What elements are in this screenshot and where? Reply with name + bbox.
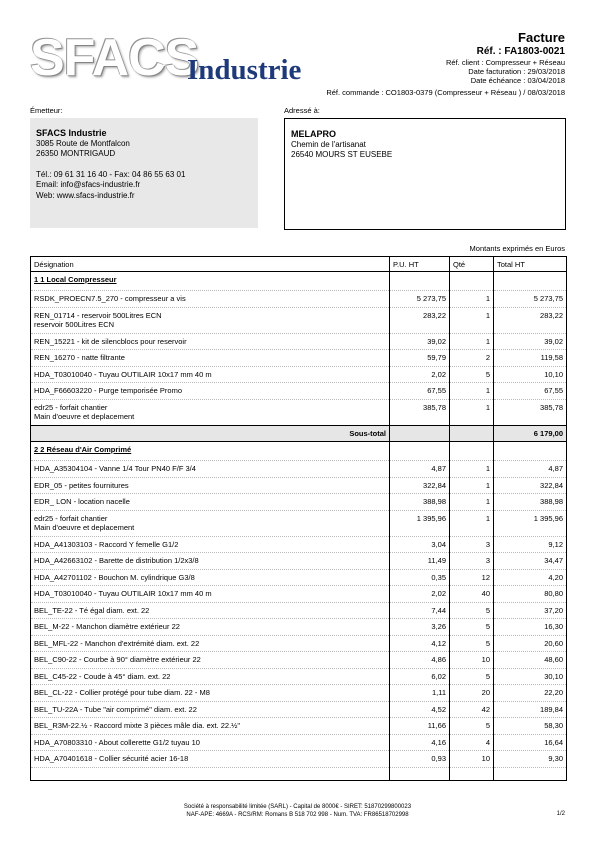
unit-price-cell: 11,49	[390, 553, 450, 570]
footer-line-2: NAF-APE: 4669A - RCS/RM: Romans B 518 702 998 - Num. TVA: FR86518702998	[186, 812, 409, 818]
quantity-cell: 42	[450, 701, 494, 718]
empty-cell	[31, 767, 390, 780]
line-total-cell: 5 273,75	[494, 291, 567, 308]
unit-price-cell: 3,26	[390, 619, 450, 636]
sender-name: SFACS Industrie	[36, 128, 107, 138]
line-total-cell: 189,84	[494, 701, 567, 718]
line-total-cell: 39,02	[494, 333, 567, 350]
unit-price-cell: 4,87	[390, 461, 450, 478]
line-total-cell: 10,10	[494, 366, 567, 383]
item-designation: BEL_M-22 - Manchon diamètre extérieur 22	[34, 622, 180, 631]
item-designation: edr25 - forfait chantier	[34, 513, 108, 523]
table-row	[31, 307, 567, 333]
item-description: Main d'oeuvre et deplacement	[34, 523, 135, 532]
quantity-cell: 2	[450, 350, 494, 367]
item-designation: HDA_A70401618 - Collier sécurité acier 16-18	[34, 754, 189, 763]
table-header-row	[31, 257, 567, 272]
designation-cell	[31, 718, 390, 735]
sender-website: Web: www.sfacs-industrie.fr	[36, 190, 135, 200]
empty-cell	[494, 272, 567, 291]
unit-price-cell: 4,16	[390, 734, 450, 751]
item-designation: RSDK_PROECN7.5_270 - compresseur a vis	[34, 294, 186, 303]
line-total-cell: 16,64	[494, 734, 567, 751]
recipient-name: MELAPRO	[291, 129, 336, 139]
designation-cell	[31, 383, 390, 400]
order-reference: Réf. commande : CO1803-0379 (Compresseur + Réseau ) / 08/03/2018	[326, 88, 565, 97]
quantity-cell: 20	[450, 685, 494, 702]
line-total-cell: 20,60	[494, 635, 567, 652]
column-header-quantity: Qté	[450, 257, 494, 272]
table-row	[31, 291, 567, 308]
quantity-cell: 1	[450, 383, 494, 400]
line-total-cell: 34,47	[494, 553, 567, 570]
designation-cell	[31, 602, 390, 619]
invoice-reference: Réf. : FA1803-0021	[476, 46, 565, 57]
section-title: 1 1 Local Compresseur	[31, 272, 390, 291]
unit-price-cell: 6,02	[390, 668, 450, 685]
line-total-cell: 16,30	[494, 619, 567, 636]
unit-price-cell: 283,22	[390, 307, 450, 333]
item-designation: BEL_C45-22 - Coude à 45° diam. ext. 22	[34, 671, 171, 681]
unit-price-cell: 11,66	[390, 718, 450, 735]
designation-cell	[31, 751, 390, 768]
table-row	[31, 652, 567, 669]
unit-price-cell: 5 273,75	[390, 291, 450, 308]
empty-cell	[390, 425, 450, 442]
unit-price-cell: 1,11	[390, 685, 450, 702]
subtotal-label: Sous-total	[31, 425, 390, 442]
designation-cell	[31, 619, 390, 636]
line-total-cell: 58,30	[494, 718, 567, 735]
quantity-cell: 1	[450, 510, 494, 536]
sender-phone: Tél.: 09 61 31 16 40 - Fax: 04 86 55 63 01	[36, 169, 186, 179]
table-row	[31, 734, 567, 751]
legal-footer	[0, 803, 595, 819]
sender-address-2: 26350 MONTRIGAUD	[36, 149, 116, 158]
section-header-row	[31, 272, 567, 291]
designation-cell	[31, 685, 390, 702]
sender-label: Émetteur:	[30, 106, 63, 115]
table-row	[31, 701, 567, 718]
subtotal-row	[31, 425, 567, 442]
designation-cell	[31, 350, 390, 367]
item-designation: BEL_R3M-22.½ - Raccord mixte 3 pièces mâle dia. ext. 22.½"	[34, 721, 241, 730]
empty-cell	[494, 767, 567, 780]
quantity-cell: 5	[450, 635, 494, 652]
item-designation: BEL_TU-22A - Tube "air comprimé" diam. ext. 22	[34, 704, 197, 714]
empty-cell	[450, 442, 494, 461]
item-designation: EDR_05 - petites fournitures	[34, 480, 129, 490]
designation-cell	[31, 333, 390, 350]
table-row	[31, 494, 567, 511]
designation-cell	[31, 477, 390, 494]
line-total-cell: 80,80	[494, 586, 567, 603]
unit-price-cell: 39,02	[390, 333, 450, 350]
unit-price-cell: 385,78	[390, 399, 450, 425]
designation-cell	[31, 366, 390, 383]
footer-line-1: Société à responsabilité limitée (SARL) - Capital de 8000€ - SIRET: 51870299800023	[183, 804, 412, 810]
unit-price-cell: 322,84	[390, 477, 450, 494]
designation-cell	[31, 494, 390, 511]
quantity-cell: 1	[450, 461, 494, 478]
quantity-cell: 10	[450, 652, 494, 669]
quantity-cell: 5	[450, 366, 494, 383]
line-total-cell: 22,20	[494, 685, 567, 702]
recipient-address-1: Chemin de l'artisanat	[291, 139, 366, 149]
unit-price-cell: 59,79	[390, 350, 450, 367]
item-designation: REN_16270 - natte filtrante	[34, 353, 125, 362]
recipient-address-2: 26540 MOURS ST EUSEBE	[291, 150, 393, 159]
table-row	[31, 685, 567, 702]
client-reference: Réf. client : Compresseur + Réseau	[445, 58, 565, 67]
line-total-cell: 119,58	[494, 350, 567, 367]
quantity-cell: 1	[450, 494, 494, 511]
quantity-cell: 1	[450, 399, 494, 425]
sender-address-1: 3085 Route de Montfalcon	[36, 138, 130, 148]
unit-price-cell: 2,02	[390, 586, 450, 603]
quantity-cell: 5	[450, 718, 494, 735]
page-number: 1/2	[556, 811, 565, 817]
item-designation: REN_01714 - reservoir 500Litres ECN	[34, 310, 162, 320]
empty-cell	[390, 442, 450, 461]
designation-cell	[31, 307, 390, 333]
unit-price-cell: 4,12	[390, 635, 450, 652]
quantity-cell: 1	[450, 477, 494, 494]
item-designation: BEL_C90-22 - Courbe à 90° diamètre extérieur 22	[34, 655, 201, 664]
subtotal-value: 6 179,00	[494, 425, 567, 442]
unit-price-cell: 3,04	[390, 536, 450, 553]
table-end-row	[31, 767, 567, 780]
unit-price-cell: 7,44	[390, 602, 450, 619]
quantity-cell: 4	[450, 734, 494, 751]
table-row	[31, 350, 567, 367]
table-row	[31, 366, 567, 383]
item-designation: HDA_F66603220 - Purge temporisée Promo	[34, 386, 182, 395]
line-total-cell: 4,87	[494, 461, 567, 478]
line-total-cell: 37,20	[494, 602, 567, 619]
quantity-cell: 5	[450, 668, 494, 685]
line-total-cell: 283,22	[494, 307, 567, 333]
section-title: 2 2 Réseau d'Air Comprimé	[31, 442, 390, 461]
document-title: Facture	[518, 30, 565, 45]
empty-cell	[450, 767, 494, 780]
unit-price-cell: 2,02	[390, 366, 450, 383]
line-total-cell: 385,78	[494, 399, 567, 425]
item-designation: HDA_A70803310 - About collerette G1/2 tuyau 10	[34, 737, 200, 747]
designation-cell	[31, 652, 390, 669]
sender-box	[30, 118, 258, 228]
unit-price-cell: 4,52	[390, 701, 450, 718]
table-row	[31, 333, 567, 350]
designation-cell	[31, 668, 390, 685]
designation-cell	[31, 635, 390, 652]
unit-price-cell: 0,35	[390, 569, 450, 586]
quantity-cell: 3	[450, 553, 494, 570]
quantity-cell: 5	[450, 619, 494, 636]
designation-cell	[31, 510, 390, 536]
designation-cell	[31, 553, 390, 570]
quantity-cell: 1	[450, 291, 494, 308]
item-designation: HDA_A42701102 - Bouchon M. cylindrique G3/8	[34, 572, 195, 582]
designation-cell	[31, 734, 390, 751]
line-total-cell: 322,84	[494, 477, 567, 494]
item-designation: BEL_CL-22 - Collier protégé pour tube diam. 22 - M8	[34, 688, 210, 697]
quantity-cell: 1	[450, 333, 494, 350]
line-total-cell: 388,98	[494, 494, 567, 511]
table-row	[31, 635, 567, 652]
line-total-cell: 9,30	[494, 751, 567, 768]
table-row	[31, 586, 567, 603]
sender-email: Email: info@sfacs-industrie.fr	[36, 180, 141, 189]
item-designation: REN_15221 - kit de silencblocs pour reservoir	[34, 336, 187, 346]
quantity-cell: 3	[450, 536, 494, 553]
due-date: Date échéance : 03/04/2018	[470, 76, 565, 85]
quantity-cell: 12	[450, 569, 494, 586]
line-total-cell: 4,20	[494, 569, 567, 586]
item-designation: edr25 - forfait chantier	[34, 402, 108, 412]
table-row	[31, 536, 567, 553]
column-header-designation: Désignation	[31, 257, 390, 272]
table-row	[31, 383, 567, 400]
unit-price-cell: 67,55	[390, 383, 450, 400]
quantity-cell: 10	[450, 751, 494, 768]
table-row	[31, 399, 567, 425]
item-designation: HDA_T03010040 - Tuyau OUTILAIR 10x17 mm 40 m	[34, 369, 212, 379]
currency-note: Montants exprimés en Euros	[469, 244, 565, 253]
item-description: Main d'oeuvre et deplacement	[34, 412, 135, 421]
item-designation: EDR_ LON - location nacelle	[34, 497, 130, 506]
line-total-cell: 1 395,96	[494, 510, 567, 536]
invoice-date: Date facturation : 29/03/2018	[468, 67, 565, 76]
designation-cell	[31, 399, 390, 425]
unit-price-cell: 388,98	[390, 494, 450, 511]
designation-cell	[31, 569, 390, 586]
designation-cell	[31, 586, 390, 603]
section-header-row	[31, 442, 567, 461]
designation-cell	[31, 536, 390, 553]
table-row	[31, 602, 567, 619]
item-designation: HDA_T03010040 - Tuyau OUTILAIR 10x17 mm 40 m	[34, 589, 212, 598]
empty-cell	[450, 272, 494, 291]
invoice-lines-table	[30, 256, 567, 781]
table-row	[31, 477, 567, 494]
empty-cell	[450, 425, 494, 442]
table-row	[31, 718, 567, 735]
table-row	[31, 619, 567, 636]
recipient-label: Adressé à:	[284, 106, 320, 115]
designation-cell	[31, 291, 390, 308]
designation-cell	[31, 701, 390, 718]
item-designation: HDA_A42663102 - Barette de distribution 1/2x3/8	[34, 556, 199, 565]
item-designation: HDA_A35304104 - Vanne 1/4 Tour PN40 F/F 3/4	[34, 464, 196, 473]
company-logo	[30, 29, 320, 92]
logo-wordmark: SFACS	[30, 29, 199, 87]
line-total-cell: 48,60	[494, 652, 567, 669]
item-description: reservoir 500Litres ECN	[34, 320, 115, 329]
line-total-cell: 30,10	[494, 668, 567, 685]
unit-price-cell: 1 395,96	[390, 510, 450, 536]
column-header-total: Total HT	[494, 257, 567, 272]
column-header-unit-price: P.U. HT	[390, 257, 450, 272]
table-row	[31, 461, 567, 478]
item-designation: HDA_A41303103 - Raccord Y femelle G1/2	[34, 539, 179, 549]
line-total-cell: 67,55	[494, 383, 567, 400]
table-row	[31, 569, 567, 586]
table-row	[31, 668, 567, 685]
logo-subtitle: Industrie	[187, 54, 302, 86]
quantity-cell: 40	[450, 586, 494, 603]
document-header	[446, 30, 565, 85]
empty-cell	[494, 442, 567, 461]
unit-price-cell: 4,86	[390, 652, 450, 669]
quantity-cell: 5	[450, 602, 494, 619]
item-designation: BEL_MFL-22 - Manchon d'extrémité diam. ext. 22	[34, 638, 200, 648]
table-row	[31, 751, 567, 768]
designation-cell	[31, 461, 390, 478]
recipient-box	[284, 118, 566, 230]
line-total-cell: 9,12	[494, 536, 567, 553]
table-row	[31, 553, 567, 570]
table-row	[31, 510, 567, 536]
empty-cell	[390, 272, 450, 291]
unit-price-cell: 0,93	[390, 751, 450, 768]
item-designation: BEL_TE-22 - Té égal diam. ext. 22	[34, 605, 150, 615]
empty-cell	[390, 767, 450, 780]
quantity-cell: 1	[450, 307, 494, 333]
